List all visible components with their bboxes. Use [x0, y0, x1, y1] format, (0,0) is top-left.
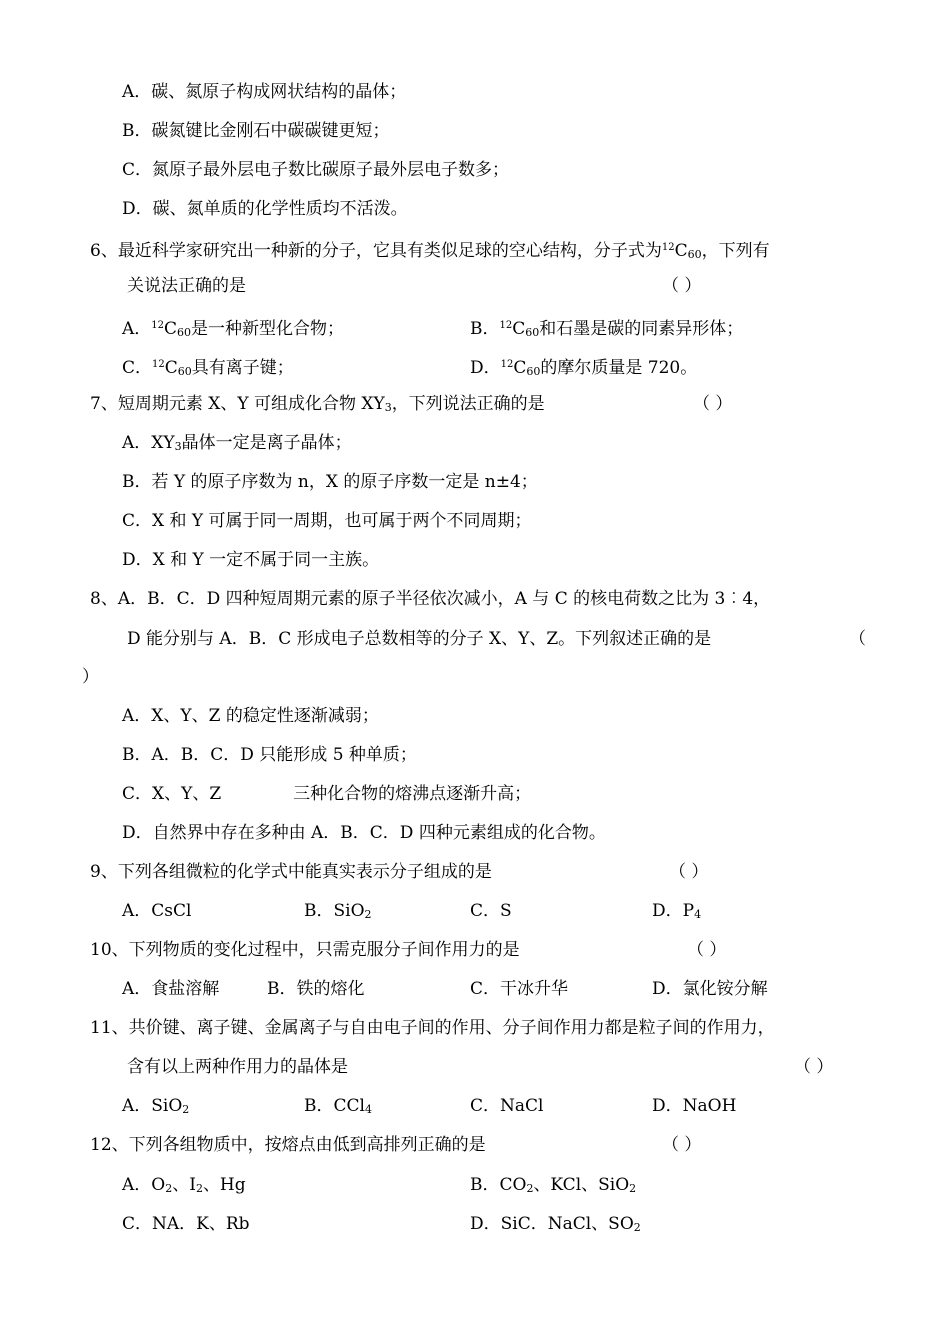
subscript: 60 [526, 365, 541, 378]
mass-number: 12 [152, 359, 165, 370]
q9-answer-blank: （ ） [669, 862, 709, 882]
q8-stem-line2: D 能分别与 A．B．C 形成电子总数相等的分子 X、Y、Z。下列叙述正确的是 [127, 629, 712, 649]
mass-number: 12 [499, 320, 513, 331]
q10-answer-blank: （ ） [687, 940, 727, 960]
q12-option-c: C．NA．K、Rb [122, 1214, 250, 1234]
q11-stem-line2: 含有以上两种作用力的晶体是 [127, 1057, 348, 1077]
q6-subscript: 60 [687, 248, 702, 261]
option-text: D．SiC．NaCl、SO [470, 1214, 634, 1234]
q12-option-b [470, 1173, 636, 1201]
q6-answer-blank: （ ） [662, 276, 702, 296]
q11-option-b [304, 1094, 372, 1122]
stem-text-tail: ，下列说法正确的是 [391, 394, 545, 414]
q10-option-c: C．干冰升华 [470, 979, 569, 999]
option-text: 、I [172, 1175, 196, 1195]
option-text: 和石墨是碳的同素异形体； [539, 319, 744, 339]
option-text-tail: 三种化合物的熔沸点逐渐升高； [293, 784, 532, 804]
q7-stem [90, 392, 545, 420]
q10-option-b: B．铁的熔化 [267, 979, 365, 999]
subscript: 2 [629, 1182, 637, 1195]
option-text: B．CCl [304, 1096, 365, 1116]
q9-option-a: A．CsCl [122, 901, 192, 921]
q8-paren-open: （ [849, 629, 866, 649]
mass-number: 12 [151, 320, 165, 331]
q6-option-c [122, 353, 294, 384]
option-letter: A． [122, 319, 152, 339]
subscript: 2 [364, 908, 372, 921]
option-text: 的摩尔质量是 720。 [540, 358, 698, 378]
subscript: 2 [633, 1221, 641, 1234]
subscript: 60 [525, 326, 540, 339]
option-letter: D． [470, 358, 501, 378]
mass-number: 12 [500, 359, 514, 370]
q5-option-d: D．碳、氮单质的化学性质均不活泼。 [122, 199, 408, 219]
subscript: 2 [526, 1182, 534, 1195]
subscript: 3 [174, 440, 182, 453]
q5-option-c: C．氮原子最外层电子数比碳原子最外层电子数多； [122, 160, 510, 180]
option-text: D．P [652, 901, 695, 921]
q6-option-a [122, 314, 344, 345]
q6-stem-tail: ，下列有 [701, 241, 770, 261]
q9-option-d [652, 899, 701, 927]
q12-option-d [470, 1212, 641, 1240]
q5-option-b: B．碳氮键比金刚石中碳碳键更短； [122, 121, 390, 141]
q10-option-d: D．氯化铵分解 [652, 979, 768, 999]
option-text: A．O [122, 1175, 166, 1195]
option-text: A．XY [122, 433, 175, 453]
subscript: 3 [384, 401, 392, 414]
subscript: 4 [364, 1103, 372, 1116]
option-text: C．X、Y、Z [122, 784, 222, 804]
stem-text: 7、短周期元素 X、Y 可组成化合物 XY [90, 394, 385, 414]
subscript: 2 [165, 1182, 173, 1195]
subscript: 2 [195, 1182, 203, 1195]
option-text: 具有离子键； [191, 358, 294, 378]
q7-option-d: D．X 和 Y 一定不属于同一主族。 [122, 550, 380, 570]
q11-option-a [122, 1094, 189, 1122]
q7-answer-blank: （ ） [693, 394, 733, 414]
subscript: 4 [694, 908, 702, 921]
q12-option-a [122, 1173, 246, 1201]
q5-option-a: A．碳、氮原子构成网状结构的晶体； [122, 82, 407, 102]
q6-mass-number: 12 [661, 242, 675, 253]
q8-stem-line1: 8、A．B．C．D 四种短周期元素的原子半径依次减小，A 与 C 的核电荷数之比为 3︰4， [90, 589, 771, 609]
option-text: B．CO [470, 1175, 527, 1195]
q7-option-b: B．若 Y 的原子序数为 n，X 的原子序数一定是 n±4； [122, 472, 538, 492]
q6-option-d [470, 353, 697, 384]
q8-option-b: B．A．B．C．D 只能形成 5 种单质； [122, 745, 417, 765]
option-text: B．SiO [304, 901, 365, 921]
subscript: 2 [182, 1103, 190, 1116]
q8-paren-close: ） [82, 667, 99, 687]
q7-option-c: C．X 和 Y 可属于同一周期，也可属于两个不同周期； [122, 511, 532, 531]
element: C [512, 319, 526, 339]
q6-stem-line1 [90, 236, 770, 267]
q10-option-a: A．食盐溶解 [122, 979, 220, 999]
option-text: 、Hg [202, 1175, 246, 1195]
q9-stem: 9、下列各组微粒的化学式中能真实表示分子组成的是 [90, 862, 492, 882]
q11-answer-blank: （ ） [794, 1057, 834, 1077]
q6-option-b [470, 314, 743, 345]
q8-option-c [122, 782, 531, 806]
q11-option-c: C．NaCl [470, 1096, 544, 1116]
q10-stem: 10、下列物质的变化过程中，只需克服分子间作用力的是 [90, 940, 520, 960]
option-text-tail: 晶体一定是离子晶体； [181, 433, 352, 453]
q8-option-a: A．X、Y、Z 的稳定性逐渐减弱； [122, 706, 379, 726]
element: C [164, 358, 178, 378]
option-text: A．SiO [122, 1096, 183, 1116]
option-letter: C． [122, 358, 153, 378]
element: C [513, 358, 527, 378]
option-letter: B． [470, 319, 500, 339]
q11-option-d: D．NaOH [652, 1096, 737, 1116]
q6-element: C [674, 241, 688, 261]
q9-option-c: C．S [470, 901, 512, 921]
q6-stem-text: 6、最近科学家研究出一种新的分子，它具有类似足球的空心结构，分子式为 [90, 241, 662, 261]
option-text: 是一种新型化合物； [191, 319, 345, 339]
q7-option-a [122, 431, 352, 459]
option-text: 、KCl、SiO [533, 1175, 630, 1195]
q6-stem-line2: 关说法正确的是 [127, 276, 246, 296]
element: C [164, 319, 178, 339]
q8-option-d: D．自然界中存在多种由 A．B．C．D 四种元素组成的化合物。 [122, 823, 606, 843]
q9-option-b [304, 899, 372, 927]
q12-stem: 12、下列各组物质中，按熔点由低到高排列正确的是 [90, 1135, 486, 1155]
q12-answer-blank: （ ） [662, 1135, 702, 1155]
q11-stem-line1: 11、共价键、离子键、金属离子与自由电子间的作用、分子间作用力都是粒子间的作用力， [90, 1018, 775, 1038]
subscript: 60 [177, 365, 192, 378]
subscript: 60 [177, 326, 192, 339]
